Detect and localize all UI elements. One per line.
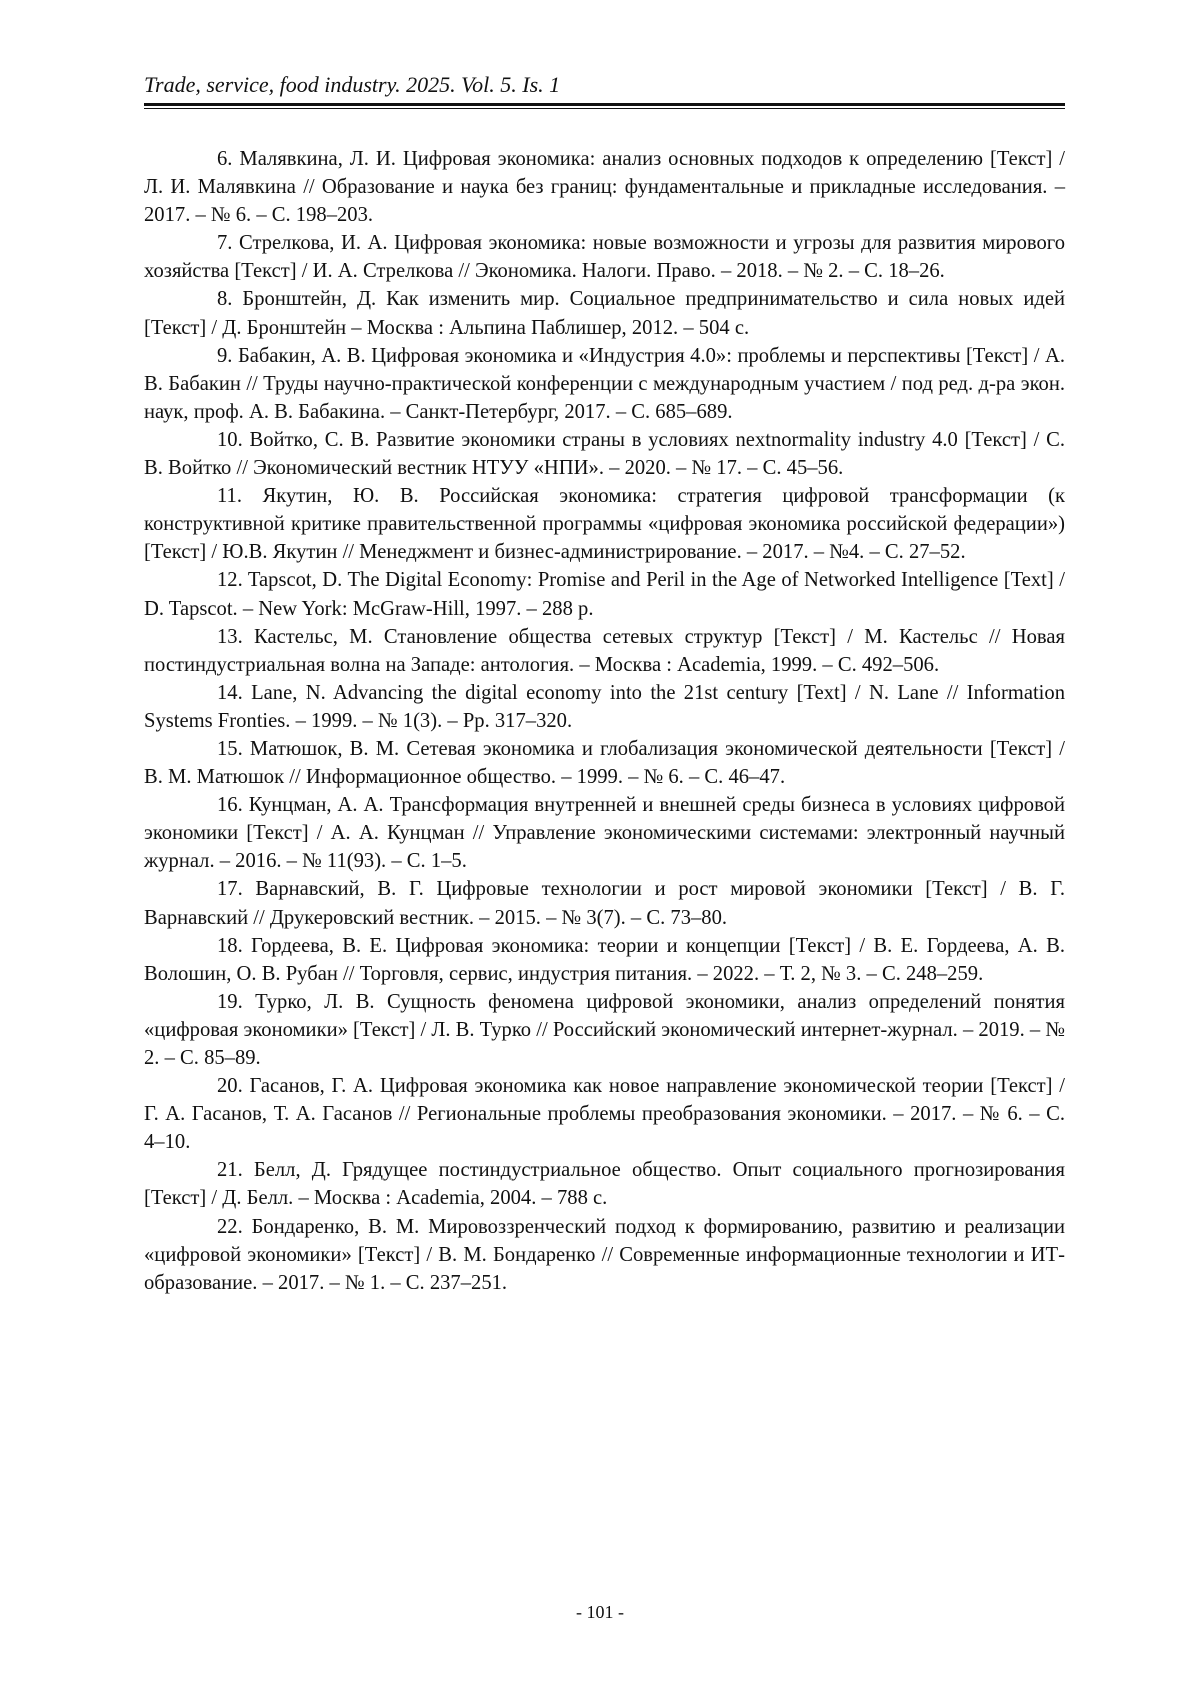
reference-item: 21. Белл, Д. Грядущее постиндустриальное общество. Опыт социального прогнозирования [Текст] / Д. Белл. – Москва : Academia, 2004. – 788 с. <box>144 1159 1065 1210</box>
reference-item: 16. Кунцман, А. А. Трансформация внутренней и внешней среды бизнеса в условиях цифровой экономики [Текст] / А. А. Кунцман // Управление экономическими системами: электронный научный журнал. – 2016. – № 11(93). – С. 1–5. <box>144 794 1065 873</box>
reference-item: 7. Стрелкова, И. А. Цифровая экономика: новые возможности и угрозы для развития мирового хозяйства [Текст] / И. А. Стрелкова // Экономика. Налоги. Право. – 2018. – № 2. – С. 18–26. <box>144 232 1065 283</box>
header-rule-thin <box>144 108 1065 109</box>
page-number: - 101 - <box>576 1602 624 1622</box>
header-rule-thick <box>144 103 1065 106</box>
reference-item: 8. Бронштейн, Д. Как изменить мир. Социальное предпринимательство и сила новых идей [Текст] / Д. Бронштейн – Москва : Альпина Паблишер, 2012. – 504 с. <box>144 288 1065 339</box>
reference-item: 18. Гордеева, В. Е. Цифровая экономика: теории и концепции [Текст] / В. Е. Гордеева, А. В. Волошин, О. В. Рубан // Торговля, сервис, индустрия питания. – 2022. – Т. 2, № 3. – С. 248–259. <box>144 934 1065 985</box>
reference-list <box>144 145 1065 1297</box>
reference-item: 19. Турко, Л. В. Сущность феномена цифровой экономики, анализ определений понятия «цифровая экономики» [Текст] / Л. В. Турко // Российский экономический интернет-журнал. – 2019. – № 2. – С. 85–89. <box>144 990 1065 1069</box>
reference-item: 9. Бабакин, А. В. Цифровая экономика и «Индустрия 4.0»: проблемы и перспективы [Текст] / А. В. Бабакин // Труды научно-практической конференции с международным участием / под ред. д-ра экон. наук, проф. А. В. Бабакина. – Санкт-Петербург, 2017. – С. 685–689. <box>144 344 1065 423</box>
reference-item: 6. Малявкина, Л. И. Цифровая экономика: анализ основных подходов к определению [Текст] / Л. И. Малявкина // Образование и наука без границ: фундаментальные и прикладные исследования. – 2017. – № 6. – С. 198–203. <box>144 148 1065 227</box>
reference-item: 22. Бондаренко, В. М. Мировоззренческий подход к формированию, развитию и реализации «цифровой экономики» [Текст] / В. М. Бондаренко // Современные информационные технологии и ИТ-образование. – 2017. – № 1. – С. 237–251. <box>144 1215 1065 1294</box>
reference-item: 15. Матюшок, В. М. Сетевая экономика и глобализация экономической деятельности [Текст] / В. М. Матюшок // Информационное общество. – 1999. – № 6. – С. 46–47. <box>144 737 1065 789</box>
reference-item: 12. Tapscot, D. The Digital Economy: Promise and Peril in the Age of Networked Intelligence [Text] / D. Tapscot. – New York: McGraw-Hill, 1997. – 288 p. <box>144 569 1065 620</box>
reference-item: 20. Гасанов, Г. А. Цифровая экономика как новое направление экономической теории [Текст] / Г. А. Гасанов, Т. А. Гасанов // Региональные проблемы преобразования экономики. – 2017. – № 6. – С. 4–10. <box>144 1075 1065 1154</box>
reference-item: 10. Войтко, С. В. Развитие экономики страны в условиях nextnormality industry 4.0 [Текст] / С. В. Войтко // Экономический вестник НТУУ «НПИ». – 2020. – № 17. – С. 45–56. <box>144 428 1065 480</box>
reference-item: 11. Якутин, Ю. В. Российская экономика: стратегия цифровой трансформации (к конструктивной критике правительственной программы «цифровая экономика российской федерации») [Текст] / Ю.В. Якутин // Менеджмент и бизнес-администрирование. – 2017. – №4. – С. 27–52. <box>144 485 1065 564</box>
reference-item: 13. Кастельс, М. Становление общества сетевых структур [Текст] / М. Кастельс // Новая постиндустриальная волна на Западе: антология. – Москва : Academia, 1999. – С. 492–506. <box>144 625 1065 676</box>
reference-item: 17. Варнавский, В. Г. Цифровые технологии и рост мировой экономики [Текст] / В. Г. Варнавский // Друкеровский вестник. – 2015. – № 3(7). – С. 73–80. <box>144 878 1065 929</box>
running-header: Trade, service, food industry. 2025. Vol. 5. Is. 1 <box>144 72 561 97</box>
reference-item: 14. Lane, N. Advancing the digital economy into the 21st century [Text] / N. Lane // Information Systems Fronties. – 1999. – № 1(3). – Pp. 317–320. <box>144 681 1065 732</box>
